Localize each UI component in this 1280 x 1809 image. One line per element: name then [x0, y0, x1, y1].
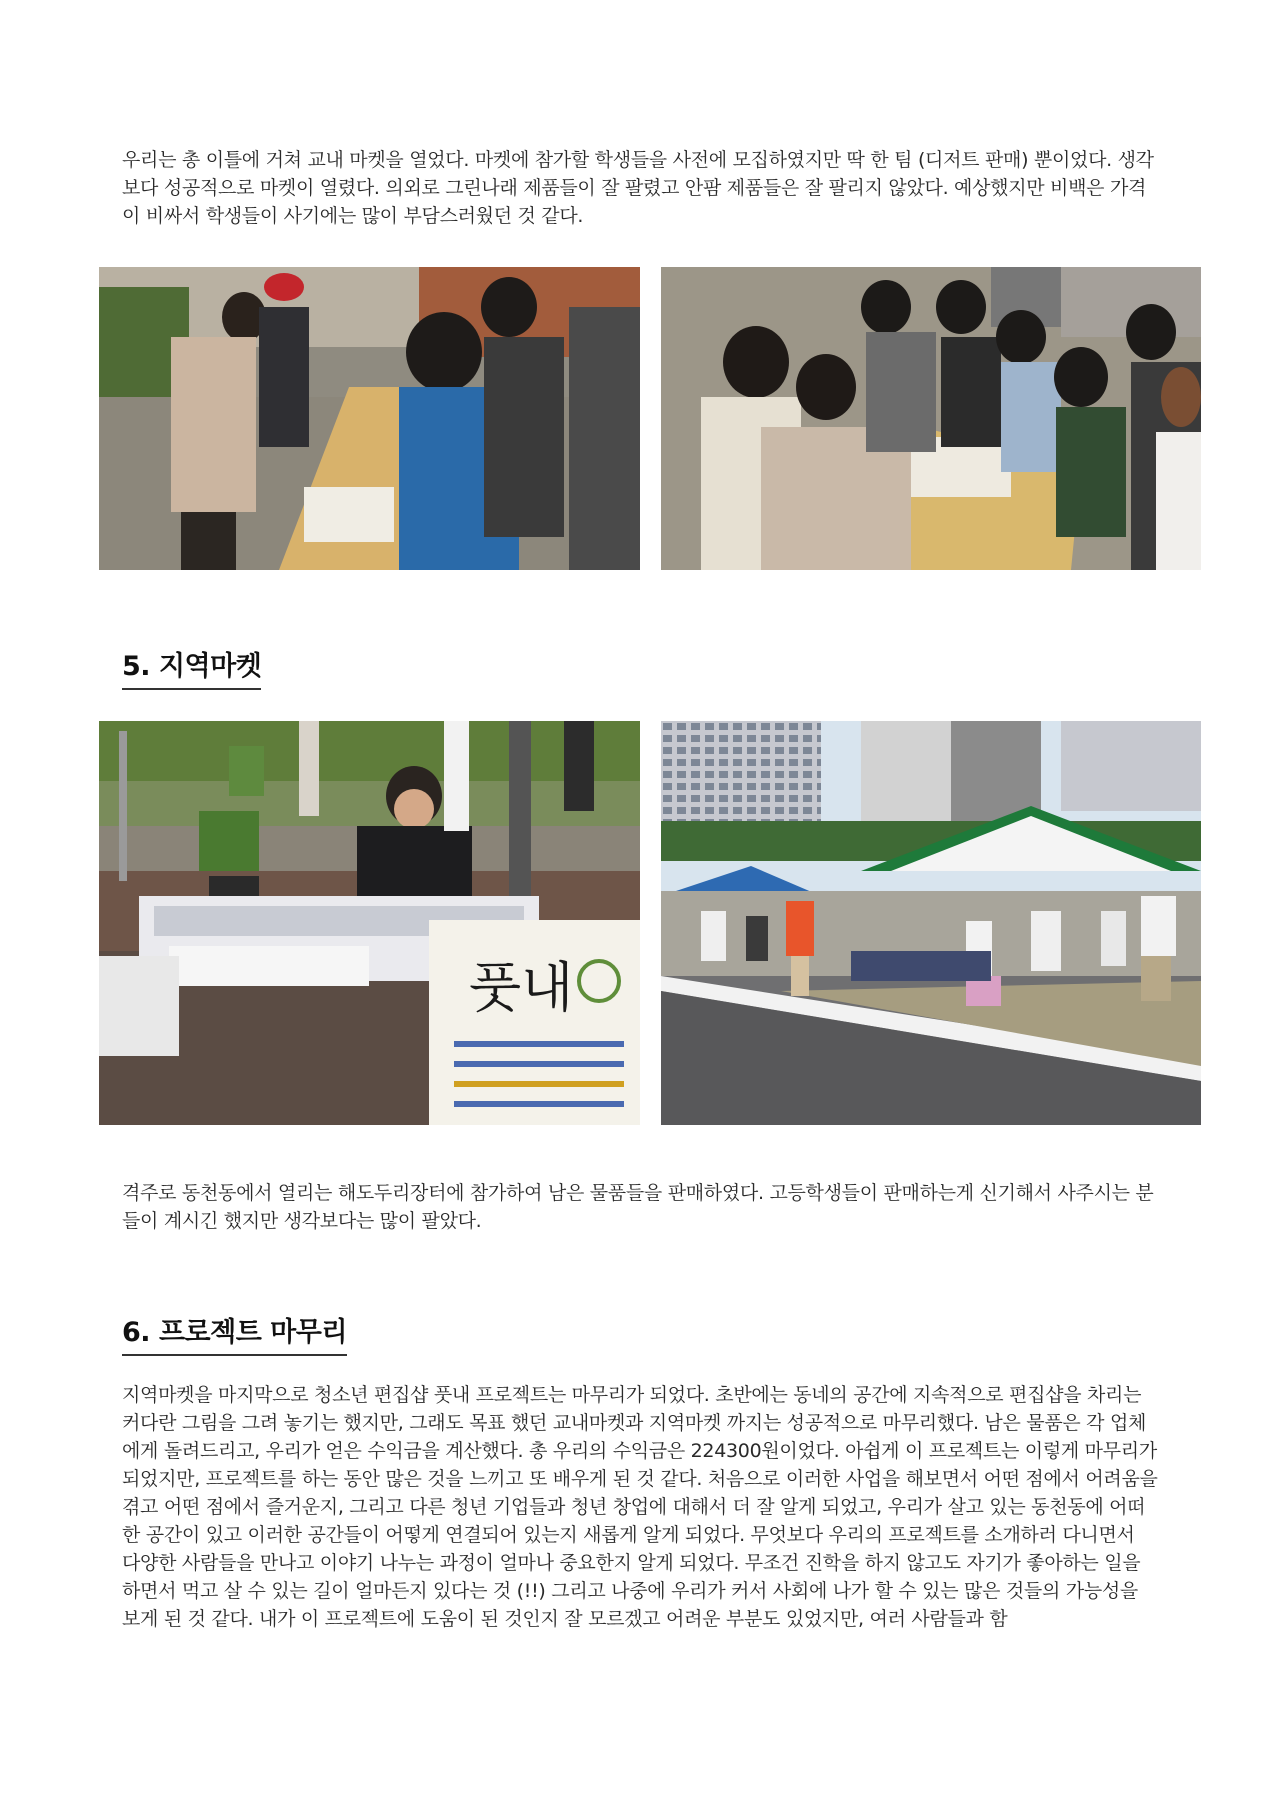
pungnae-sign-text: 풋내 — [469, 956, 574, 1019]
section-6-paragraph: 지역마켓을 마지막으로 청소년 편집샵 풋내 프로젝트는 마무리가 되었다. 초반에는 동네의 공간에 지속적으로 편집샵을 차리는 커다란 그림을 그려 놓기는 했지만, 그래도 목표 했던 교내마켓과 지역마켓 까지는 성공적으로 마무리했다. 남은 물품은 각 업체에게 돌려드리고, 우리가 얻은 수익금을 계산했다. 총 우리의 수익금은 224300원이었다. 아쉽게 이 프로젝트는 이렇게 마무리가 되었지만, 프로젝트를 하는 동안 많은 것을 느끼고 또 배우게 된 것 같다. 처음으로 이러한 사업을 해보면서 어떤 점에서 어려움을 겪고 어떤 점에서 즐거운지, 그리고 다른 청년 기업들과 청년 창업에 대해서 더 잘 알게 되었고, 우리가 살고 있는 동천동에 어떠한 공간이 있고 이러한 공간들이 어떻게 연결되어 있는지 새롭게 알게 되었다. 무엇보다 우리의 프로젝트를 소개하러 다니면서 다양한 사람들을 만나고 이야기 나누는 과정이 얼마나 중요한지 알게 되었다. 무조건 진학을 하지 않고도 자기가 좋아하는 일을 하면서 먹고 살 수 있는 길이 얼마든지 있다는 것 (!!) 그리고 나중에 우리가 커서 사회에 나가 할 수 있는 많은 것들의 가능성을 보게 된 것 같다. 내가 이 프로젝트에 도움이 된 것인지 잘 모르겠고 어려운 부분도 있었지만, 여러 사람들과 함 — [122, 1384, 1158, 1630]
section-5-heading: 5. 지역마켓 — [122, 648, 261, 690]
section-6-heading: 6. 프로젝트 마무리 — [122, 1314, 347, 1356]
intro-paragraph: 우리는 총 이틀에 거쳐 교내 마켓을 열었다. 마켓에 참가할 학생들을 사전에 모집하였지만 딱 한 팀 (디저트 판매) 뿐이었다. 생각보다 성공적으로 마켓이 열렸다. 의외로 그린나래 제품들이 잘 팔렸고 안팜 제품들은 잘 팔리지 않았다. 예상했지만 비백은 가격이 비싸서 학생들이 사기에는 많이 부담스러웠던 것 같다. — [122, 149, 1154, 227]
local-market-booth-photo — [99, 721, 640, 1125]
local-market-street-photo — [661, 721, 1201, 1125]
section-5-paragraph: 격주로 동천동에서 열리는 해도두리장터에 참가하여 남은 물품들을 판매하였다. 고등학생들이 판매하는게 신기해서 사주시는 분들이 계시긴 했지만 생각보다는 많이 팔았다. — [122, 1182, 1154, 1232]
school-market-photo-1 — [99, 267, 640, 570]
school-market-photo-2 — [661, 267, 1201, 570]
